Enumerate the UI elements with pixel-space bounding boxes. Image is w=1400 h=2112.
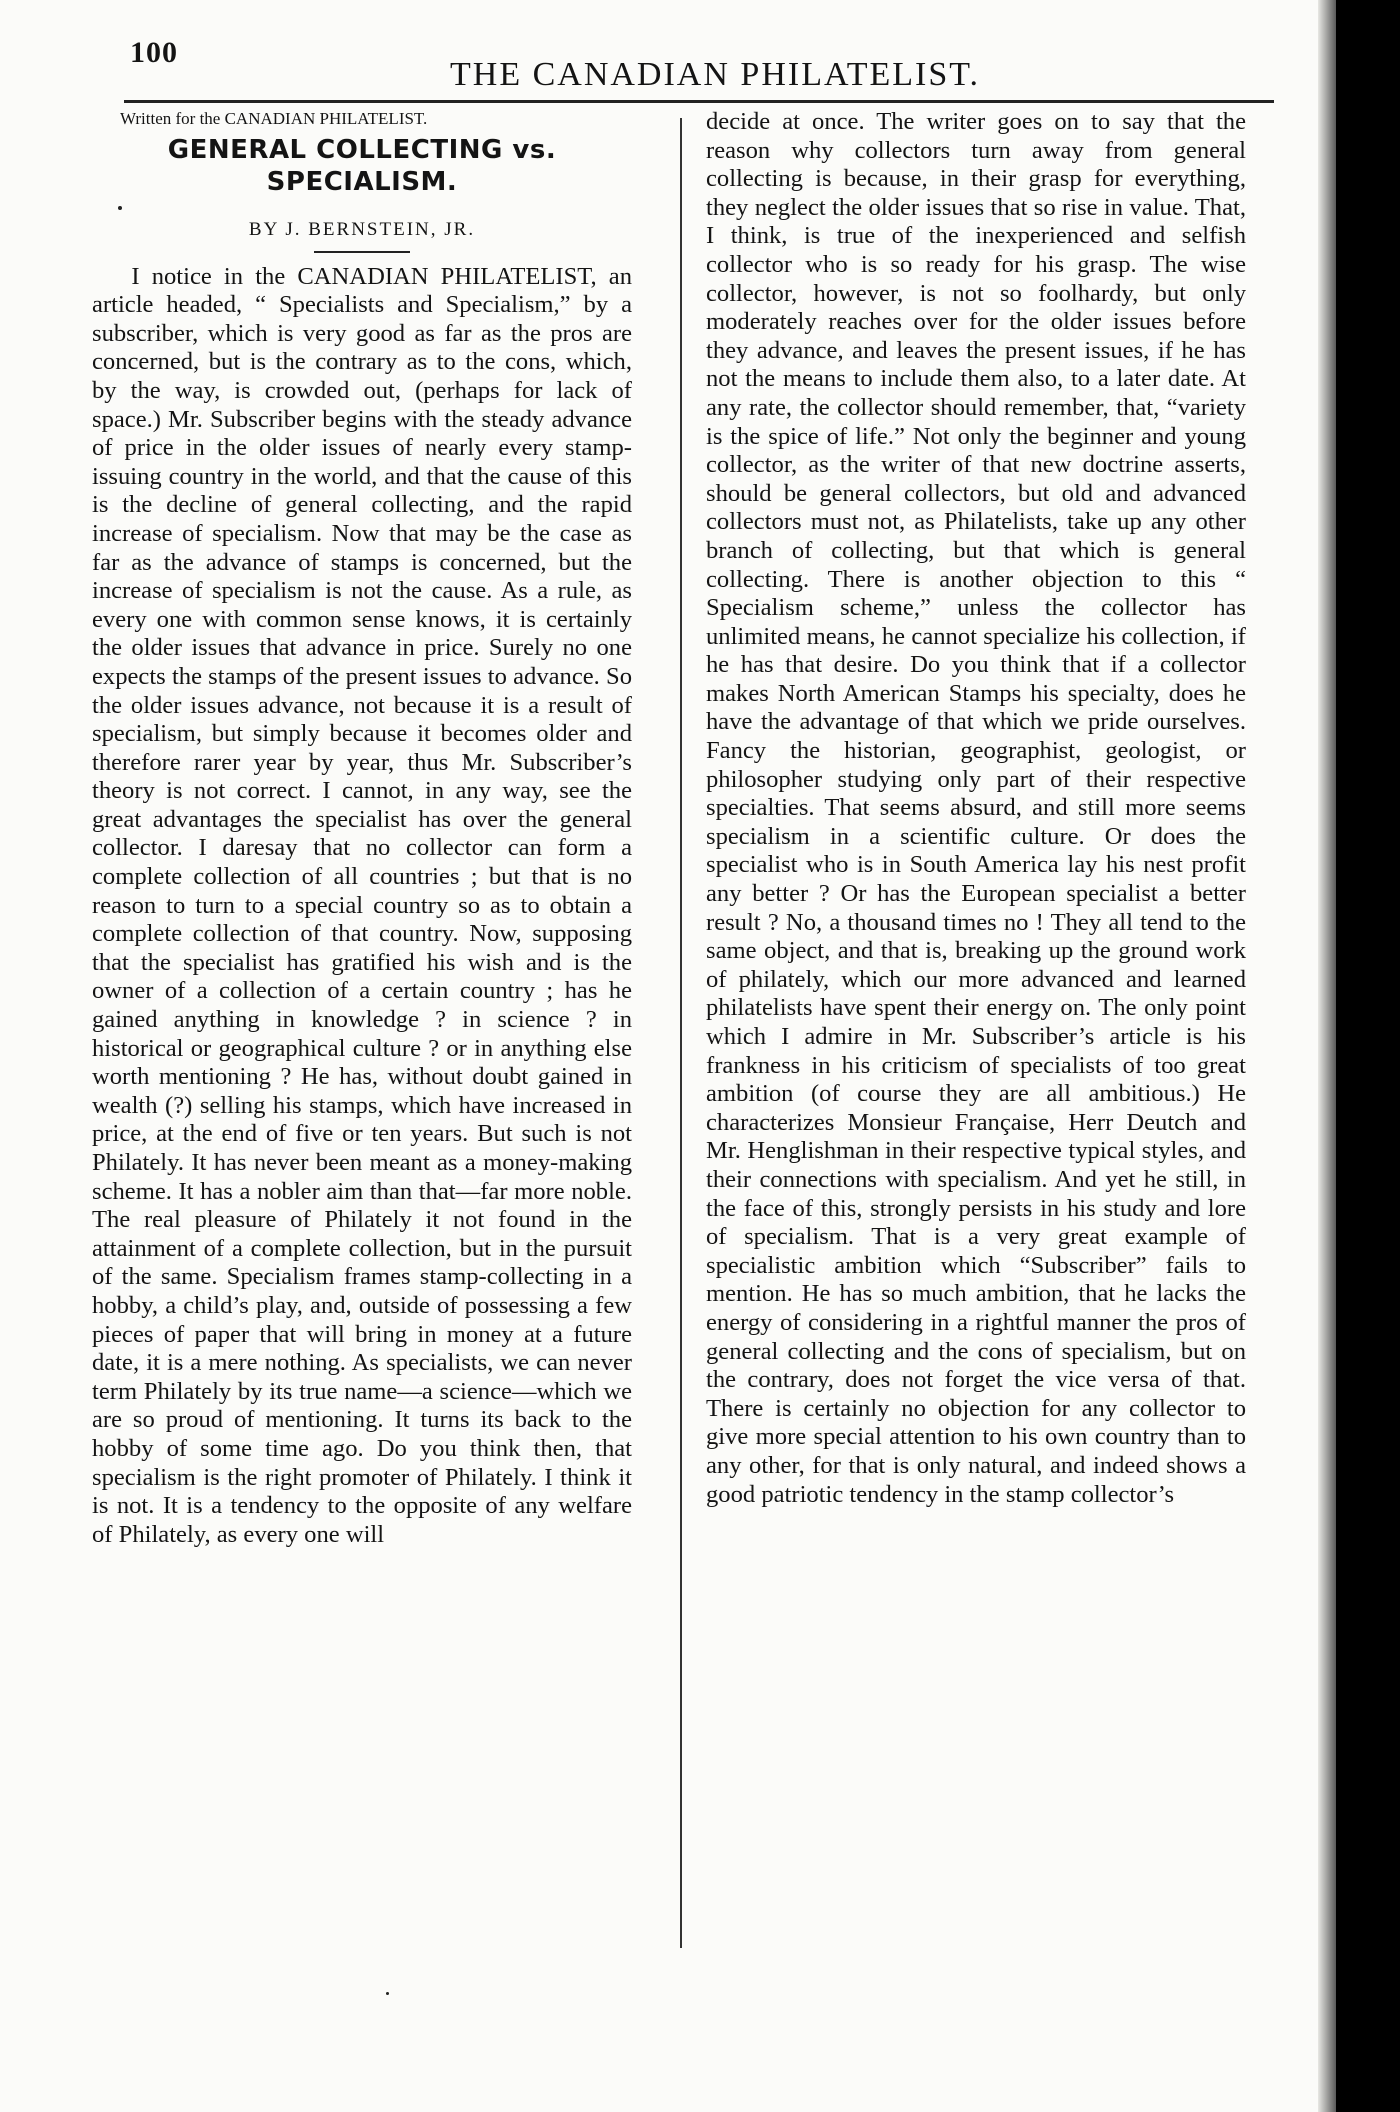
left-column-text: I notice in the CANADIAN PHILATELIST, an article headed, “ Specialists and Specialism,” by a subscriber, which is very good as far as the pros are concerned, but is the contrary as to the cons, which, by the way, is crowded out, (perhaps for lack of space.) Mr. Subscriber begins with the steady advance of price in the older issues of nearly every stamp-issuing country in the world, and that the cause of this is the decline of general collecting, and the rapid increase of specialism. Now that may be the case as far as the advance of stamps is concerned, but the increase of specialism is not the cause. As a rule, as every one with common sense knows, it is certainly the older issues that advance in price. Surely no one expects the stamps of the present issues to advance. So the older issues advance, not because it is a result of specialism, but simply because it becomes older and therefore rarer year by year, thus Mr. Subscriber’s theory is not correct. I cannot, in any way, see the great advantages the specialist has over the general collector. I daresay that no collector can form a complete collection of all countries ; but that is no reason to turn to a special country so as to obtain a complete collection of that country. Now, supposing that the specialist has gratified his wish and is the owner of a collection of a certain country ; has he gained anything in knowledge ? in science ? in historical or geographical culture ? or in anything else worth mentioning ? He has, without doubt gained in wealth (?) selling his stamps, which have increased in price, at the end of five or ten years. But such is not Philately. It has never been meant as a money-making scheme. It has a nobler aim than that—far more noble. The real pleasure of Philately it not found in the attainment of a complete collection, but in the pursuit of the same. Specialism frames stamp-collecting in a hobby, a child’s play, and, outside of possessing a few pieces of paper that will bring in money at a future date, it is a mere nothing. As specialists, we can never term Philately by its true name—a science—which we are so proud of mentioning. It turns its back to the hobby of some time ago. Do you think then, that specialism is the right promoter of Philately. I think it is not. It is a tendency to the opposite of any welfare of Philately, as every one will bbox=[92, 262, 632, 1548]
article-title bbox=[92, 134, 632, 198]
left-column bbox=[92, 108, 632, 1549]
article-byline: BY J. BERNSTEIN, JR. bbox=[248, 219, 476, 240]
right-column-text: decide at once. The writer goes on to say that the reason why collectors turn away from general collecting is because, in their grasp for everything, they neglect the older issues that so rise in value. That, I think, is true of the inexperienced and selfish collector who is so ready for his grasp. The wise collector, however, is not so foolhardy, but only moderately reaches over for the older issues before they advance, and leaves the present issues, if he has not the means to include them also, to a later date. At any rate, the collector should remember, that, “variety is the spice of life.” Not only the beginner and young collector, as the writer of that new doctrine asserts, should be general collectors, but old and advanced collectors must not, as Philatelists, take up any other branch of collecting, but that which is general collecting. There is another objection to this “ Specialism scheme,” unless the collector has unlimited means, he cannot specialize his collection, if he has that desire. Do you think that if a collector makes North American Stamps his specialty, does he have the advantage of that which we pride ourselves. Fancy the historian, geographist, geologist, or philosopher studying only part of their respective specialties. That seems absurd, and still more seems specialism in a scientific culture. Or does the specialist who is in South America lay his nest profit any better ? Or has the European specialist a better result ? No, a thousand times no ! They all tend to the same object, and that is, breaking up the ground work of philately, which our more advanced and learned philatelists have spent their energy on. The only point which I admire in Mr. Subscriber’s article is his frankness in his criticism of specialists of too great ambition (of course they are all ambitious.) He characterizes Monsieur Française, Herr Deutch and Mr. Henglishman in their respective typical styles, and their connections with specialism. And yet he still, in the face of this, strongly persists in his study and lore of specialism. That is a very great example of specialistic ambition which “Subscriber” fails to mention. He has so much ambition, that he lacks the energy of considering in a rightful manner the pros of general collecting and the cons of specialism, but on the contrary, does not forget the vice versa of that. There is certainly no objection for any collector to give more special attention to his own country than to any other, for that is only natural, and indeed shows a good patriotic tendency in the stamp collector’s bbox=[706, 108, 1246, 1508]
header-rule bbox=[124, 100, 1274, 103]
article-title-line-1: GENERAL COLLECTING vs. bbox=[167, 135, 557, 165]
article-kicker: Written for the CANADIAN PHILATELIST. bbox=[120, 109, 428, 128]
article-title-line-2: SPECIALISM. bbox=[266, 167, 458, 197]
page-number: 100 bbox=[130, 36, 178, 69]
right-column bbox=[706, 108, 1246, 1509]
byline-rule bbox=[314, 251, 410, 253]
page-edge-shadow bbox=[1318, 0, 1336, 2112]
print-speck bbox=[386, 1992, 389, 1995]
running-title: THE CANADIAN PHILATELIST. bbox=[450, 56, 981, 93]
print-speck bbox=[118, 206, 122, 210]
column-divider bbox=[680, 118, 682, 1948]
